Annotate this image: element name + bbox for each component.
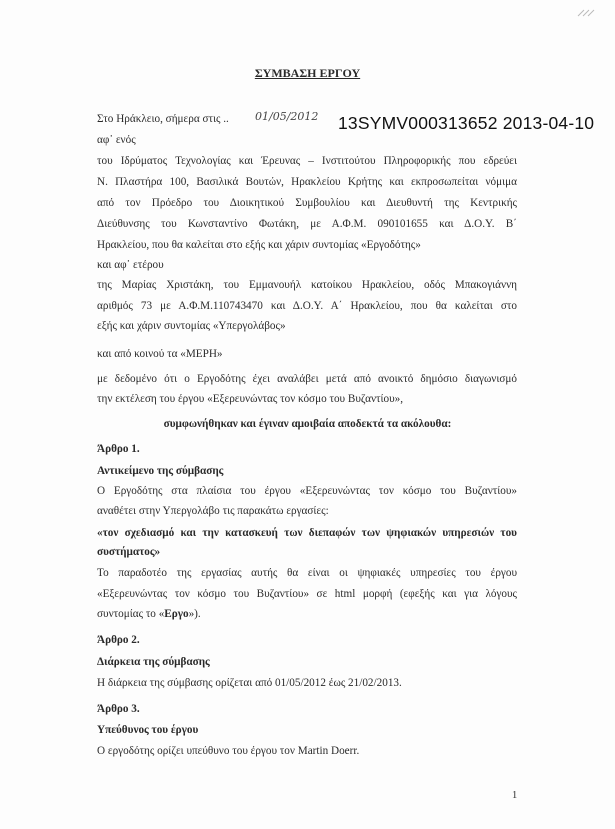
text-line: και από κοινού τα «ΜΕΡΗ» (97, 348, 223, 360)
article-heading: Άρθρο 1. (97, 443, 140, 455)
text-line: Η διάρκεια της σύμβασης ορίζεται από 01/05/2012 έως 21/02/2013. (97, 677, 402, 689)
article-subheading: Διάρκεια της σύμβασης (97, 656, 210, 668)
text-line: Ηρακλείου, που θα καλείται στο εξής και χάριν συντομίας «Εργοδότης» (97, 239, 421, 251)
text-line-bold: «τον σχεδιασμό και την κατασκευή των διεπαφών των ψηφιακών υπηρεσιών του (97, 527, 517, 539)
text-line: με δεδομένο ότι ο Εργοδότης έχει αναλάβει μετά από ανοικτό δημόσιο διαγωνισμό (97, 373, 517, 385)
text-line: αναθέτει στην Υπεργολάβο τις παρακάτω εργασίες: (97, 505, 329, 517)
scan-mark-icon (576, 8, 598, 18)
place-date-line: Στο Ηράκλειο, σήμερα στις .. (97, 113, 229, 125)
registry-stamp: 13SYMV000313652 2013-04-10 (338, 113, 595, 133)
agreement-heading: συμφωνήθηκαν και έγιναν αμοιβαία αποδεκτά τα ακόλουθα: (163, 418, 452, 430)
text-line: αριθμός 73 με Α.Φ.Μ.110743470 και Δ.Ο.Υ. Α΄ Ηρακλείου, που θα καλείται στο (97, 300, 517, 312)
text-line: Ν. Πλαστήρα 100, Βασιλικά Βουτών, Ηρακλείου Κρήτης και εκπροσωπείται νόμιμα (97, 176, 517, 188)
text-line (97, 608, 201, 621)
page-number: 1 (512, 790, 518, 801)
article-heading: Άρθρο 2. (97, 634, 140, 646)
article-heading: Άρθρο 3. (97, 703, 140, 715)
article-subheading: Υπεύθυνος του έργου (97, 724, 199, 736)
article-subheading: Αντικείμενο της σύμβασης (97, 465, 224, 477)
text-line-bold: συστήματος» (97, 546, 161, 558)
text-line: από τον Πρόεδρο του Διοικητικού Συμβουλίου και Διευθυντή της Κεντρικής (97, 197, 517, 209)
text-segment: συντομίας το « (97, 608, 165, 620)
text-segment-bold: Εργο (164, 608, 189, 620)
text-line: και αφ᾽ ετέρου (97, 259, 164, 271)
document-title: ΣΥΜΒΑΣΗ ΕΡΓΟΥ (254, 66, 361, 80)
text-line: της Μαρίας Χριστάκη, του Εμμανουήλ κατοίκου Ηρακλείου, οδός Μπακογιάννη (97, 279, 517, 291)
text-line: εξής και χάριν συντομίας «Υπεργολάβος» (97, 320, 286, 332)
text-segment: »). (188, 608, 201, 620)
text-line: «Εξερευνώντας τον κόσμο του Βυζαντίου» σε html μορφή (εφεξής και για λόγους (97, 588, 517, 600)
text-line: την εκτέλεση του έργου «Εξερευνώντας τον κόσμο του Βυζαντίου», (97, 393, 404, 405)
handwritten-date: 01/05/2012 (255, 110, 319, 123)
text-line: Ο Εργοδότης στα πλαίσια του έργου «Εξερευνώντας τον κόσμο του Βυζαντίου» (97, 485, 517, 497)
text-line: Ο εργοδότης ορίζει υπεύθυνο του έργου τον Martin Doerr. (97, 745, 360, 757)
text-line: Διεύθυνσης του Κωνσταντίνο Φωτάκη, με Α.Φ.Μ. 090101655 και Δ.Ο.Υ. Β΄ (97, 218, 517, 230)
text-line: του Ιδρύματος Τεχνολογίας και Έρευνας – Ινστιτούτου Πληροφορικής που εδρεύει (97, 155, 517, 167)
text-line: αφ᾽ ενός (97, 134, 136, 146)
text-line: Το παραδοτέο της εργασίας αυτής θα είναι οι ψηφιακές υπηρεσίες του έργου (97, 567, 517, 579)
